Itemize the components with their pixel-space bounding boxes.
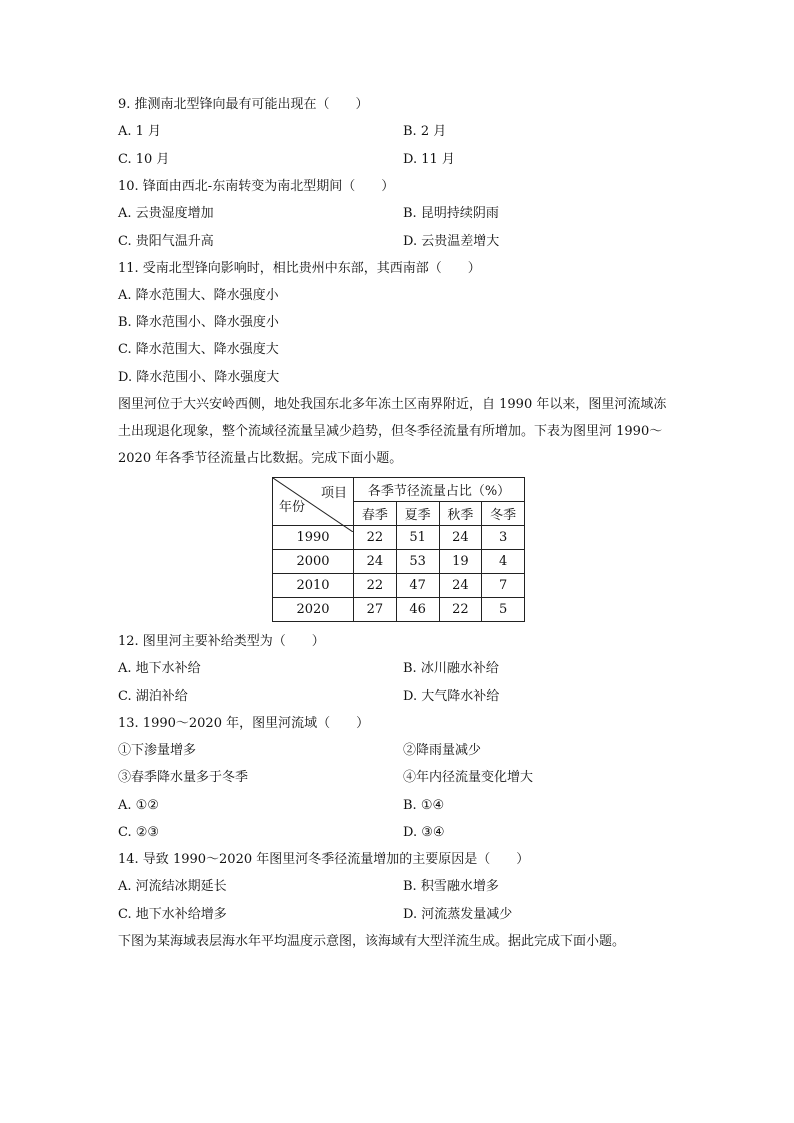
question-9-stem: 9. 推测南北型锋向最有可能出现在（ ） [118,97,369,112]
q9-option-c: C. 10 月 [118,152,170,167]
value-cell: 24 [439,526,482,550]
q13-statement-2: ②降雨量减少 [403,743,482,758]
q13-option-d: D. ③④ [403,825,445,840]
q14-option-b: B. 积雪融水增多 [403,879,499,894]
q13-option-a: A. ①② [118,798,159,813]
q11-option-a: A. 降水范围大、降水强度小 [118,288,279,303]
q9-option-a: A. 1 月 [118,124,162,139]
q11-option-c: C. 降水范围大、降水强度大 [118,342,279,357]
q13-statement-4: ④年内径流量变化增大 [403,770,534,785]
q14-option-d: D. 河流蒸发量减少 [403,907,513,922]
q9-option-d: D. 11 月 [403,152,455,167]
runoff-table [272,477,525,622]
value-cell: 46 [396,598,439,622]
question-10-stem: 10. 锋面由西北-东南转变为南北型期间（ ） [118,179,395,194]
q11-option-d: D. 降水范围小、降水强度大 [118,370,280,385]
value-cell: 22 [354,574,397,598]
q13-statement-1: ①下渗量增多 [118,743,197,758]
value-cell: 4 [482,550,525,574]
table-corner-cell [273,478,354,526]
table-row [273,598,525,622]
q13-option-b: B. ①④ [403,798,445,813]
q12-option-c: C. 湖泊补给 [118,689,188,704]
q12-option-b: B. 冰川融水补给 [403,661,499,676]
q13-option-c: C. ②③ [118,825,160,840]
year-cell: 1990 [273,526,354,550]
value-cell: 3 [482,526,525,550]
question-11-stem: 11. 受南北型锋向影响时，相比贵州中东部，其西南部（ ） [118,261,481,276]
question-12-stem: 12. 图里河主要补给类型为（ ） [118,634,325,649]
season-header-summer: 夏季 [396,502,439,526]
value-cell: 24 [439,574,482,598]
question-13-stem: 13. 1990～2020 年，图里河流域（ ） [118,716,370,731]
value-cell: 22 [439,598,482,622]
q10-option-b: B. 昆明持续阴雨 [403,206,499,221]
table-group-header: 各季节径流量占比（%） [354,478,525,502]
value-cell: 27 [354,598,397,622]
q9-option-b: B. 2 月 [403,124,447,139]
table-row [273,550,525,574]
corner-label-item: 项目 [320,486,347,501]
q14-option-a: A. 河流结冰期延长 [118,879,227,894]
value-cell: 19 [439,550,482,574]
year-cell: 2010 [273,574,354,598]
q10-option-a: A. 云贵湿度增加 [118,206,214,221]
q12-option-d: D. 大气降水补给 [403,689,500,704]
passage-tulihe: 图里河位于大兴安岭西侧，地处我国东北多年冻土区南界附近，自 1990 年以来，图里河流域冻土出现退化现象，整个流域径流量呈减少趋势，但冬季径流量有所增加。下表为图里河 1990～2020 年各季节径流量占比数据。完成下面小题。 [118,397,667,466]
year-cell: 2000 [273,550,354,574]
value-cell: 7 [482,574,525,598]
q10-option-c: C. 贵阳气温升高 [118,234,214,249]
corner-label-year: 年份 [279,500,306,515]
value-cell: 22 [354,526,397,550]
q14-option-c: C. 地下水补给增多 [118,907,227,922]
q10-option-d: D. 云贵温差增大 [403,234,500,249]
year-cell: 2020 [273,598,354,622]
season-header-spring: 春季 [354,502,397,526]
value-cell: 24 [354,550,397,574]
value-cell: 47 [396,574,439,598]
q12-option-a: A. 地下水补给 [118,661,201,676]
q11-option-b: B. 降水范围小、降水强度小 [118,315,279,330]
value-cell: 5 [482,598,525,622]
passage-ocean-temperature: 下图为某海域表层海水年平均温度示意图，该海域有大型洋流生成。据此完成下面小题。 [118,934,626,949]
value-cell: 51 [396,526,439,550]
question-14-stem: 14. 导致 1990～2020 年图里河冬季径流量增加的主要原因是（ ） [118,852,530,867]
value-cell: 53 [396,550,439,574]
season-header-winter: 冬季 [482,502,525,526]
table-row [273,574,525,598]
season-header-autumn: 秋季 [439,502,482,526]
q13-statement-3: ③春季降水量多于冬季 [118,770,249,785]
